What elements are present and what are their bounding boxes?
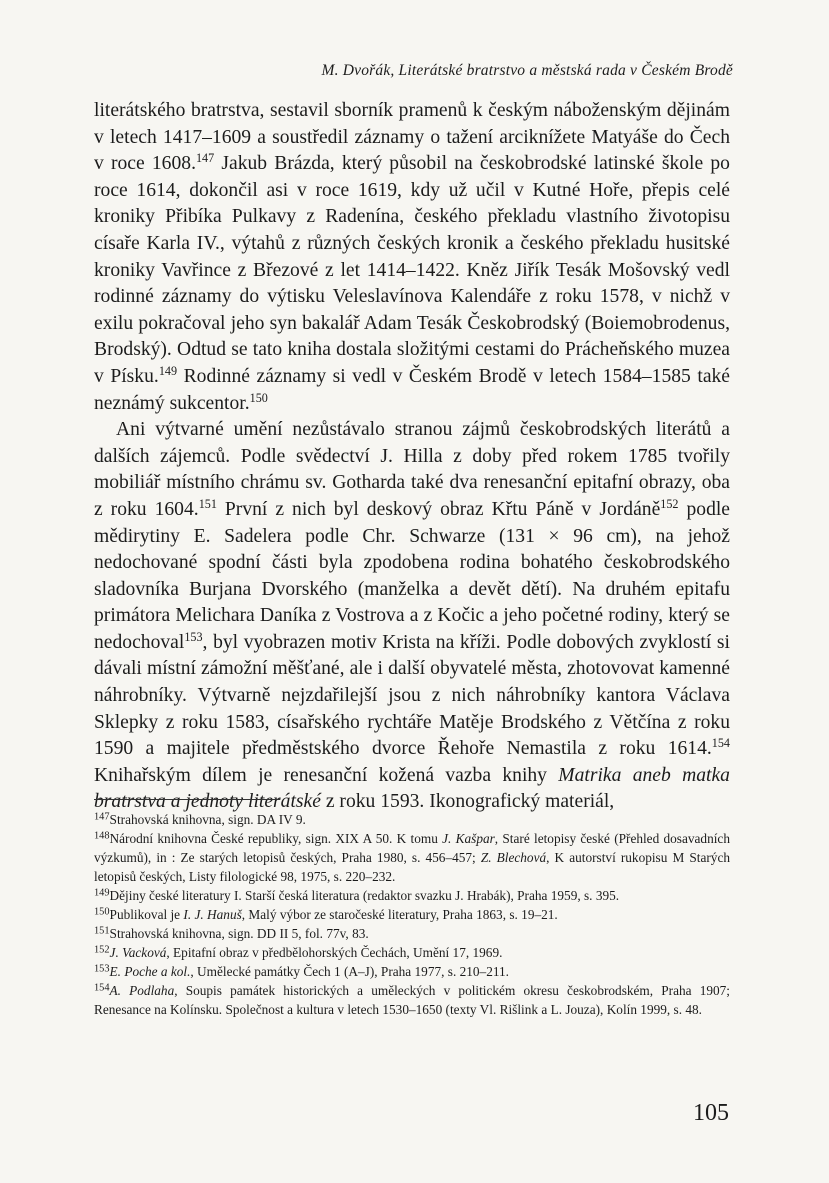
footnote bbox=[94, 981, 730, 1019]
footnote-ref: 152 bbox=[660, 496, 679, 511]
footnote-number: 150 bbox=[94, 906, 110, 918]
footnote-ref: 147 bbox=[195, 151, 215, 166]
footnote-ref: 151 bbox=[198, 496, 217, 511]
italic-text: Z. Blechová bbox=[480, 850, 547, 865]
italic-text: J. Kašpar bbox=[442, 831, 495, 846]
footnote bbox=[94, 829, 730, 886]
footnote bbox=[94, 943, 730, 962]
footnote-text: A. Podlaha, Soupis památek historických a uměleckých v politickém okresu českobrodském, Praha 1907; Renesance na Kolínsku. Společnost a kultura v letech 1530–1650 (texty Vl. Rišlink a L. Jouza), Kolín 1999, s. 48. bbox=[94, 983, 730, 1017]
italic-text: E. Poche a kol. bbox=[109, 964, 191, 979]
footnote-text: E. Poche a kol., Umělecké památky Čech 1 (A–J), Praha 1977, s. 210–211. bbox=[109, 964, 509, 979]
footnote-number: 153 bbox=[94, 963, 110, 975]
body-text bbox=[94, 98, 730, 816]
running-head: M. Dvořák, Literátské bratrstvo a městská rada v Českém Brodě bbox=[321, 62, 733, 79]
footnote-number: 147 bbox=[94, 811, 110, 823]
footnote bbox=[94, 905, 730, 924]
footnote-text: Strahovská knihovna, sign. DA IV 9. bbox=[109, 812, 306, 827]
footnote-number: 151 bbox=[94, 925, 110, 937]
footnote-number: 152 bbox=[94, 944, 110, 956]
footnote-text: Strahovská knihovna, sign. DD II 5, fol. 77v, 83. bbox=[109, 926, 369, 941]
italic-text: A. Podlaha bbox=[109, 983, 175, 998]
footnote-ref: 154 bbox=[711, 736, 730, 751]
footnote bbox=[94, 886, 730, 905]
footnote-ref: 153 bbox=[184, 629, 203, 644]
footnote bbox=[94, 962, 730, 981]
footnote-number: 149 bbox=[94, 887, 110, 899]
footnote-ref: 149 bbox=[158, 363, 178, 378]
paragraph: Ani výtvarné umění nezůstávalo stranou zájmů českobrodských literátů a dalších zájemců. Podle svědectví J. Hilla z doby před rokem 1785 tvořily mobiliář místního chrámu sv. Gotharda také dva renesanční epitafní obrazy, oba z roku 1604.$^{151}$ První z nich byl deskový obraz Křtu Páně v Jordáně$^{152}$ podle mědirytiny E. Sadelera podle Chr. Schwarze (131 × 96 cm), na jehož nedochované spodní části byla zpodobena rodina bohatého českobrodského sladovníka Burjana Dvorského (manželka a devět dětí). Na druhém epitafu primátora Melichara Daníka z Vostrova a z Kočic a jeho početné rodiny, který se nedochoval$^{153}$, byl vyobrazen motiv Krista na kříži. Podle dobových zvyklostí si dávali místní zámožní měšťané, ale i další obyvatelé města, zhotovovat kamenné náhrobníky. Výtvarně nejzdařilejší jsou z nich náhrobníky kantora Václava Sklepky z roku 1583, císařského rychtáře Matěje Brodského z Větčína z roku 1590 a majitele předměstského dvorce Řehoře Nemastila z roku 1614.$^{154}$ Knihařským dílem je renesanční kožená vazba knihy Matrika aneb matka bratrstva a jednoty literátské z roku 1593. Ikonografický materiál, bbox=[94, 419, 731, 813]
footnotes bbox=[94, 810, 730, 1019]
footnote bbox=[94, 924, 730, 943]
italic-text: J. Vacková bbox=[109, 945, 167, 960]
footnote-text: Publikoval je I. J. Hanuš, Malý výbor ze staročeské literatury, Praha 1863, s. 19–21. bbox=[109, 907, 558, 922]
footnote-text: J. Vacková, Epitafní obraz v předbělohorských Čechách, Umění 17, 1969. bbox=[109, 945, 503, 960]
footnote-number: 148 bbox=[94, 830, 110, 842]
page-number: 105 bbox=[693, 1100, 729, 1126]
footnote-text: Dějiny české literatury I. Starší česká literatura (redaktor svazku J. Hrabák), Praha 1959, s. 395. bbox=[109, 888, 620, 903]
footnote bbox=[94, 810, 730, 829]
italic-text: Matrika aneb matka bratrstva a jednoty literátské bbox=[94, 764, 730, 813]
footnote-number: 154 bbox=[94, 982, 110, 994]
footnote-ref: 150 bbox=[249, 390, 268, 405]
footnote-divider bbox=[94, 799, 280, 800]
footnote-text: Národní knihovna České republiky, sign. XIX A 50. K tomu J. Kašpar, Staré letopisy české (Přehled dosavadních výzkumů), in : Ze starých letopisů českých, Praha 1980, s. 456–457; Z. Blechová, K autorství rukopisu M Starých letopisů českých, Listy filologické 98, 1975, s. 220–232. bbox=[94, 831, 730, 884]
paragraph: literátského bratrstva, sestavil sborník pramenů k českým náboženským dějinám v letech 1417–1609 a soustředil záznamy o tažení arciknížete Matyáše do Čech v roce 1608.$^{147}$ Jakub Brázda, který působil na českobrodské latinské škole po roce 1614, dokončil asi v roce 1619, kdy už učil v Kutné Hoře, přepis celé kroniky Přibíka Pulkavy z Radenína, českého překladu vlastního životopisu císaře Karla IV., výtahů z různých českých kronik a českého překladu husitské kroniky Vavřince z Březové z let 1414–1422. Kněz Jiřík Tesák Mošovský vedl rodinné záznamy do výtisku Veleslavínova Kalendáře z roku 1578, v nichž v exilu pokračoval jeho syn bakalář Adam Tesák Českobrodský (Boiemobrodenus, Brodský). Odtud se tato kniha dostala složitými cestami do Prácheňského muzea v Písku.$^{149}$ Rodinné záznamy si vedl v Českém Brodě v letech 1584–1585 také neznámý sukcentor.$^{150}$ bbox=[94, 100, 731, 414]
italic-text: I. J. Hanuš bbox=[183, 907, 242, 922]
